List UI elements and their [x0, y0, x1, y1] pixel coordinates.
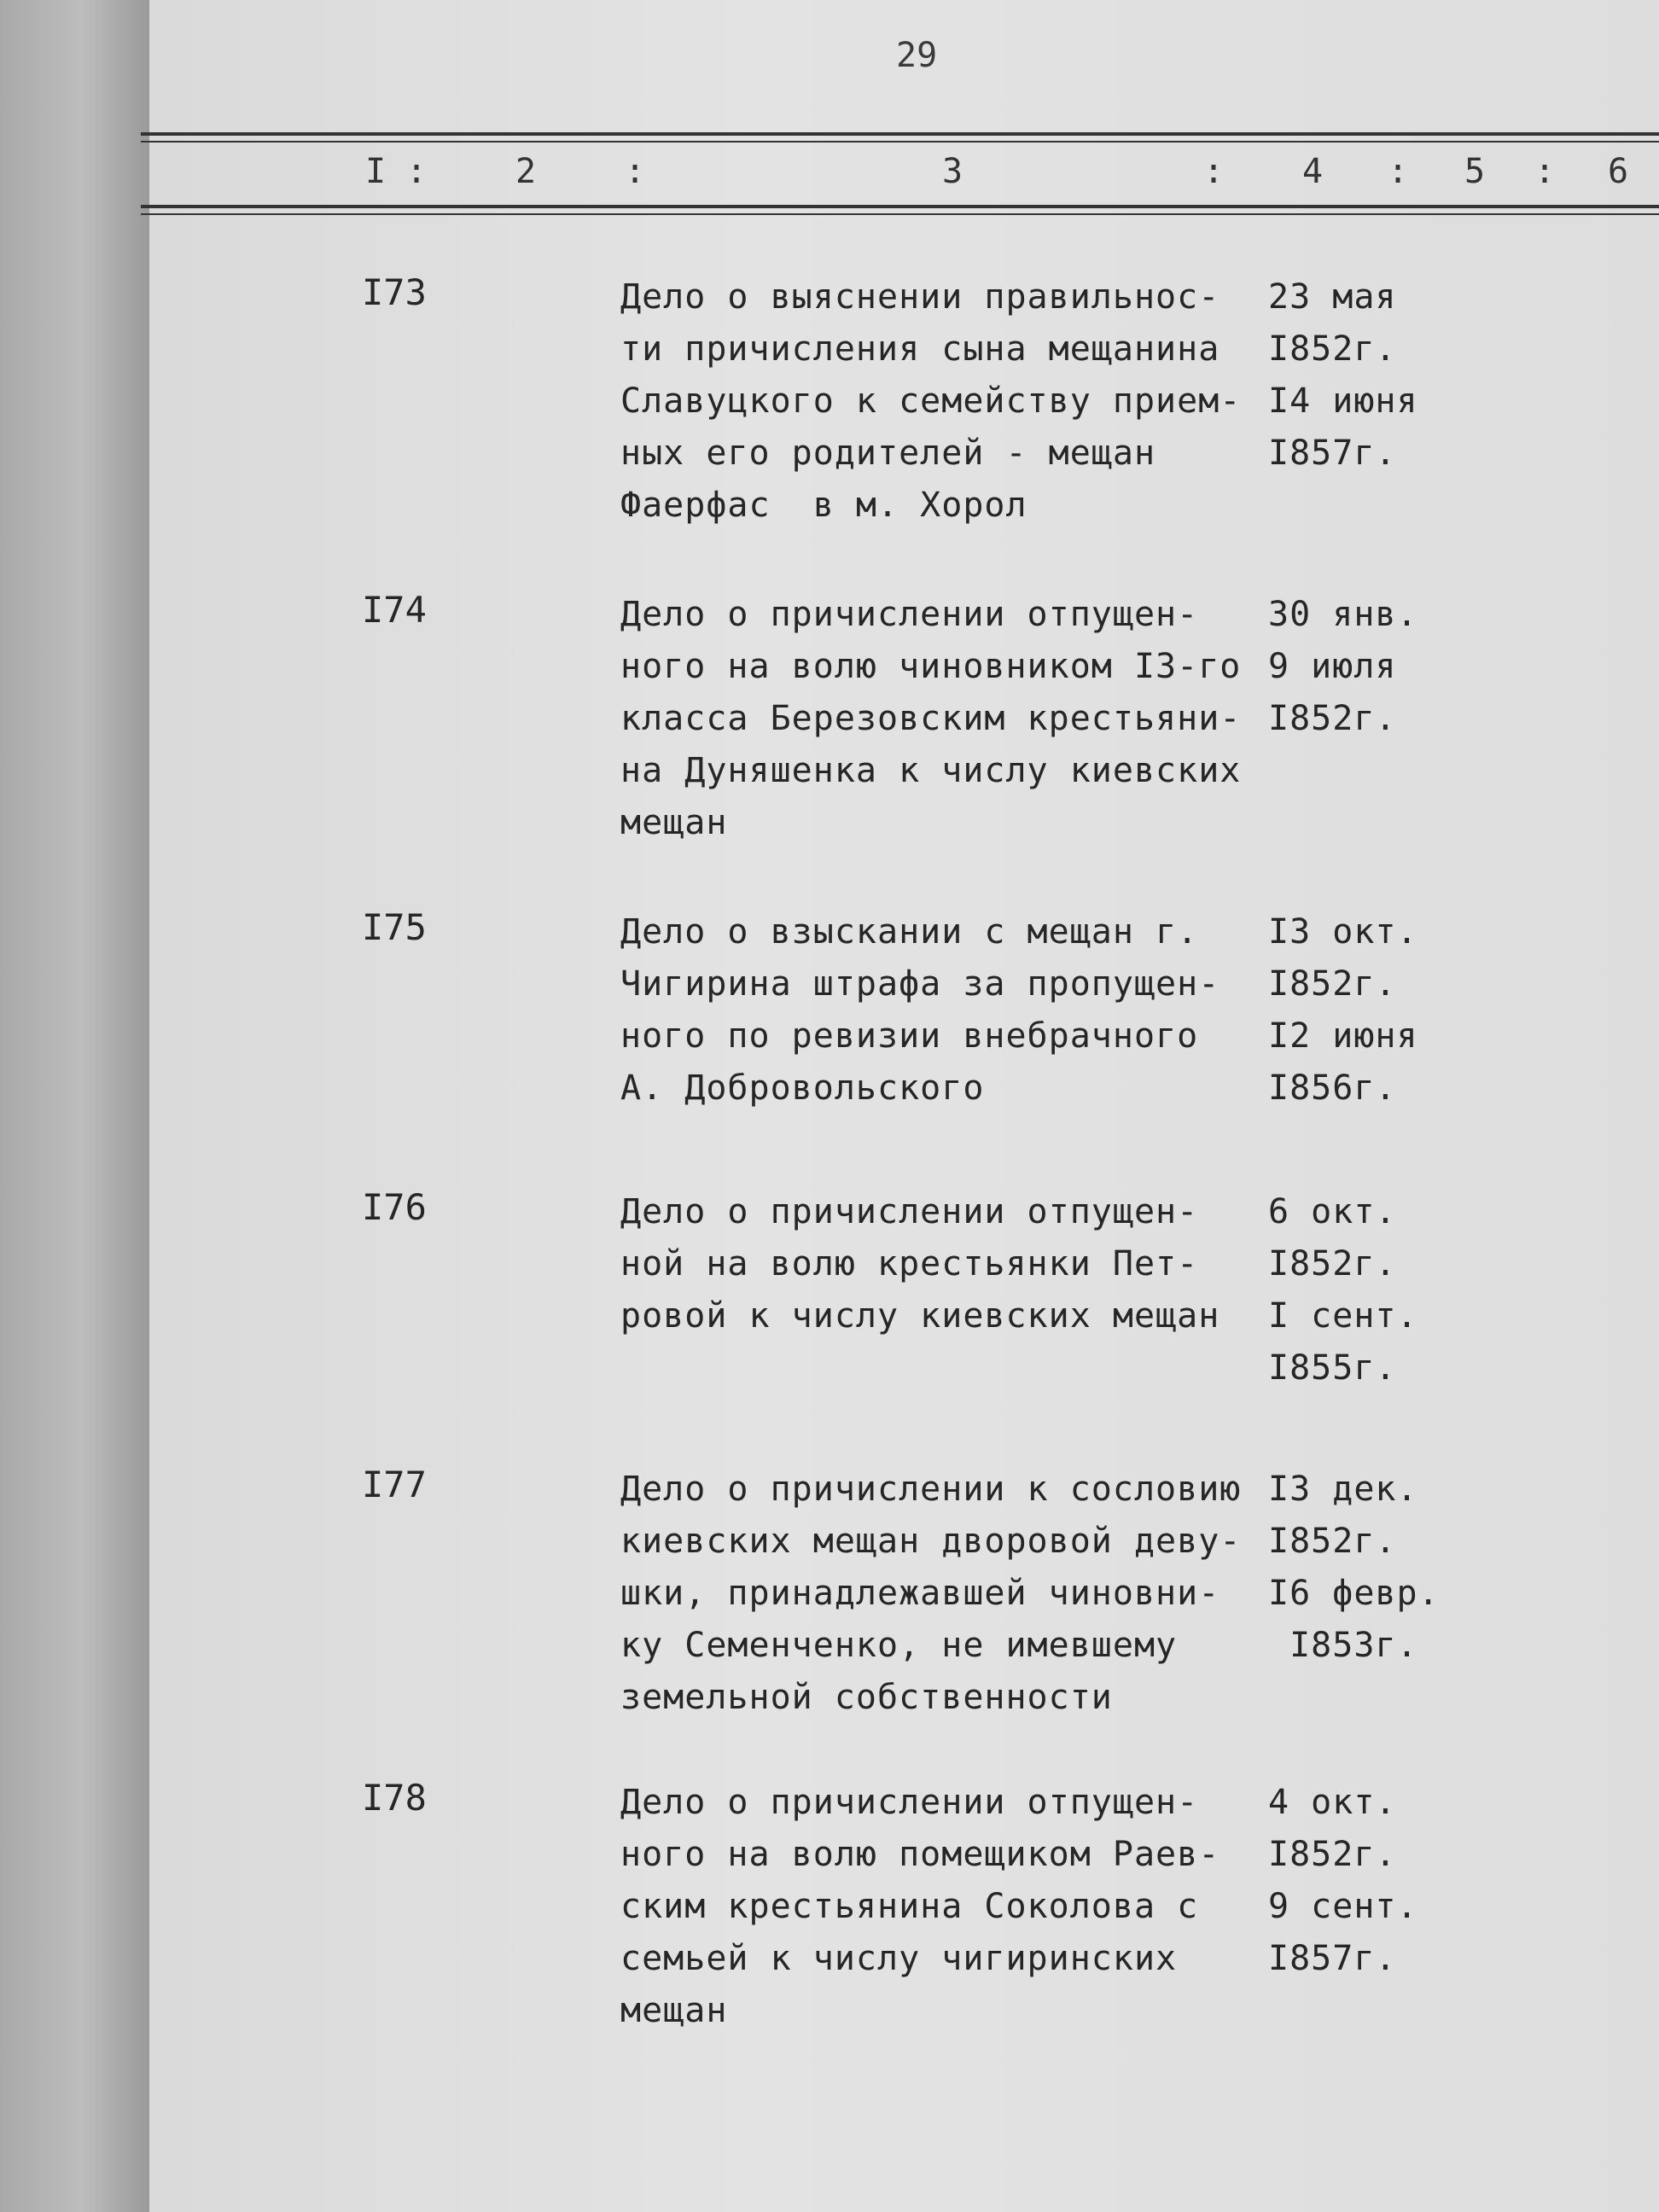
- column-header-separator: :: [1534, 152, 1556, 191]
- date-line: I852г.: [1268, 329, 1397, 369]
- record-number: I77: [362, 1464, 427, 1505]
- date-line: 9 июля: [1268, 647, 1397, 686]
- column-header-separator: :: [625, 152, 646, 191]
- date-line: I сент.: [1268, 1296, 1418, 1336]
- record-number: I73: [362, 271, 427, 313]
- description-line: ного на волю помещиком Раев-: [620, 1835, 1220, 1874]
- column-header-separator: :: [1203, 152, 1225, 191]
- description-line: земельной собственности: [620, 1678, 1113, 1717]
- record-dates: [1268, 1186, 1464, 1394]
- date-line: I852г.: [1268, 1835, 1397, 1874]
- date-line: I852г.: [1268, 964, 1397, 1004]
- date-line: I852г.: [1268, 1522, 1397, 1561]
- description-line: ных его родителей - мещан: [620, 434, 1156, 473]
- record-description: [620, 1777, 1269, 2037]
- record-description: [620, 271, 1269, 532]
- date-line: I856г.: [1268, 1068, 1397, 1108]
- date-line: I853г.: [1268, 1626, 1418, 1665]
- description-line: А. Добровольского: [620, 1068, 985, 1108]
- description-line: Чигирина штрафа за пропущен-: [620, 964, 1220, 1004]
- column-header-6: 6: [1608, 152, 1629, 191]
- record-number: I75: [362, 906, 427, 948]
- column-header-separator: :: [406, 152, 428, 191]
- description-line: ским крестьянина Соколова с: [620, 1887, 1199, 1926]
- record-description: [620, 1186, 1269, 1342]
- page-number: 29: [896, 36, 938, 75]
- header-rule-bottom: [141, 205, 1659, 208]
- date-line: I855г.: [1268, 1348, 1397, 1388]
- column-header-separator: :: [1388, 152, 1409, 191]
- description-line: мещан: [620, 1991, 728, 2030]
- date-line: I3 дек.: [1268, 1470, 1418, 1509]
- description-line: Славуцкого к семейству прием-: [620, 381, 1242, 421]
- description-line: Дело о причислении отпущен-: [620, 1783, 1199, 1822]
- column-header-1: I: [365, 152, 387, 191]
- header-rule-top: [141, 132, 1659, 136]
- date-line: I4 июня: [1268, 381, 1418, 421]
- description-line: ровой к числу киевских мещан: [620, 1296, 1220, 1336]
- date-line: 23 мая: [1268, 277, 1397, 317]
- record-dates: [1268, 271, 1464, 480]
- description-line: Дело о выяснении правильнос-: [620, 277, 1220, 317]
- date-line: I852г.: [1268, 1244, 1397, 1284]
- page-edge-shadow: [0, 0, 149, 2212]
- description-line: Дело о причислении отпущен-: [620, 595, 1199, 634]
- description-line: ной на волю крестьянки Пет-: [620, 1244, 1199, 1284]
- date-line: 9 сент.: [1268, 1887, 1418, 1926]
- date-line: I2 июня: [1268, 1016, 1418, 1056]
- record-description: [620, 1464, 1269, 1724]
- description-line: мещан: [620, 803, 728, 842]
- column-header-3: 3: [942, 152, 963, 191]
- column-header-4: 4: [1302, 152, 1324, 191]
- description-line: ти причисления сына мещанина: [620, 329, 1220, 369]
- record-dates: [1268, 589, 1464, 745]
- description-line: класса Березовским крестьяни-: [620, 699, 1242, 738]
- date-line: 4 окт.: [1268, 1783, 1397, 1822]
- date-line: I857г.: [1268, 1939, 1397, 1978]
- date-line: 30 янв.: [1268, 595, 1418, 634]
- date-line: I852г.: [1268, 699, 1397, 738]
- header-rule-top-thin: [141, 141, 1659, 143]
- column-header-5: 5: [1464, 152, 1486, 191]
- description-line: шки, принадлежавшей чиновни-: [620, 1574, 1220, 1613]
- column-header-2: 2: [515, 152, 537, 191]
- date-line: 6 окт.: [1268, 1192, 1397, 1231]
- record-number: I78: [362, 1777, 427, 1819]
- header-rule-bottom-thin: [141, 213, 1659, 215]
- description-line: ного на волю чиновником I3-го: [620, 647, 1242, 686]
- description-line: Дело о взыскании с мещан г.: [620, 912, 1199, 952]
- description-line: Дело о причислении к сословию: [620, 1470, 1242, 1509]
- record-dates: [1268, 1777, 1464, 1985]
- record-number: I74: [362, 589, 427, 631]
- description-line: семьей к числу чигиринских: [620, 1939, 1178, 1978]
- record-dates: [1268, 906, 1464, 1115]
- record-description: [620, 589, 1269, 849]
- description-line: ку Семенченко, не имевшему: [620, 1626, 1178, 1665]
- description-line: киевских мещан дворовой деву-: [620, 1522, 1242, 1561]
- date-line: I3 окт.: [1268, 912, 1418, 952]
- date-line: I857г.: [1268, 434, 1397, 473]
- record-description: [620, 906, 1269, 1115]
- record-dates: [1268, 1464, 1464, 1672]
- description-line: Фаерфас в м. Хорол: [620, 486, 1027, 525]
- date-line: I6 февр.: [1268, 1574, 1440, 1613]
- description-line: Дело о причислении отпущен-: [620, 1192, 1199, 1231]
- description-line: на Дуняшенка к числу киевских: [620, 751, 1242, 790]
- record-number: I76: [362, 1186, 427, 1228]
- description-line: ного по ревизии внебрачного: [620, 1016, 1199, 1056]
